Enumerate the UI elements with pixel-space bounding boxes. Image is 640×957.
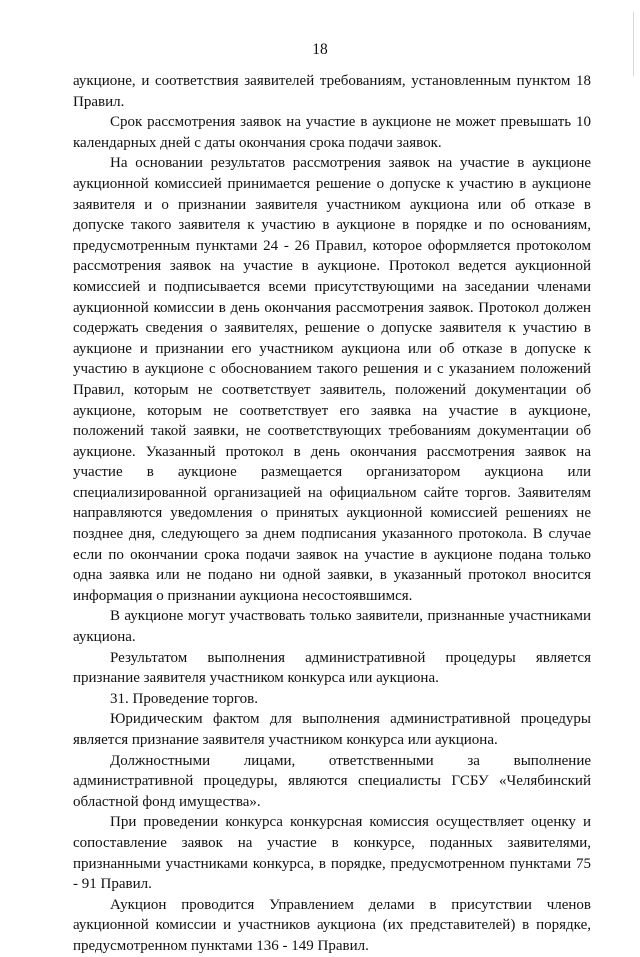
paragraph-auction-conduct: Аукцион проводится Управлением делами в присутствии членов аукционной комиссии и участников аукциона (их представителей) в порядке, предусмотренном пунктами 136 - 149 Правил.: [73, 896, 591, 954]
paragraph-tender-evaluation: При проведении конкурса конкурсная комиссия осуществляет оценку и сопоставление заявок на участие в конкурсе, поданных заявителями, признанными участниками конкурса, в порядке, предусмотренном пунктами 75 - 91 Правил.: [73, 814, 591, 893]
document-body: [73, 71, 591, 957]
paragraph-legal-fact: Юридическим фактом для выполнения административной процедуры является признание заявителя участником конкурса или аукциона.: [73, 711, 591, 748]
page-number: 18: [312, 41, 328, 58]
paragraph-section-heading: 31. Проведение торгов.: [110, 690, 259, 707]
paragraph-review-period: Срок рассмотрения заявок на участие в аукционе не может превышать 10 календарных дней с даты окончания срока подачи заявок.: [73, 114, 591, 151]
paragraph-procedure-result: Результатом выполнения административной процедуры является признание заявителя участником конкурса или аукциона.: [73, 649, 591, 687]
paragraph-continuation: аукционе, и соответствия заявителей требованиям, установленным пунктом 18 Правил.: [73, 73, 591, 110]
paragraph-participants: В аукционе могут участвовать только заявители, признанные участниками аукциона.: [73, 608, 591, 646]
paragraph-responsible-officials: Должностными лицами, ответственными за выполнение административной процедуры, являются специалисты ГСБУ «Челябинский областной фонд имущества».: [73, 752, 591, 810]
paragraph-review-results: На основании результатов рассмотрения заявок на участие в аукционе аукционной комиссией принимается решение о допуске к участию в аукционе заявителя и о признании заявителя участником аукциона или об отказе в допуске такого заявителя к участию в аукционе в порядке и по основаниям, предусмотренным пунктами 24 - 26 Правил, которое оформляется протоколом рассмотрения заявок на участие в аукционе. Протокол ведется аукционной комиссией и подписывается всеми присутствующими на заседании членами аукционной комиссии в день окончания рассмотрения заявок. Протокол должен содержать сведения о заявителях, решение о допуске заявителя к участию в аукционе и признании его участником аукциона или об отказе в допуске к участию в аукционе с обоснованием такого решения и с указанием положений Правил, которым не соответствует заявитель, положений документации об аукционе, которым не соответствует его заявка на участие в аукционе, положений такой заявки, не соответствующих требованиям документации об аукционе. Указанный протокол в день окончания рассмотрения заявок на участие в аукционе размещается организатором аукциона или специализированной организацией на официальном сайте торгов. Заявителям направляются уведомления о принятых аукционной комиссией решениях не позднее дня, следующего за днем подписания указанного протокола. В случае если по окончании срока подачи заявок на участие в аукционе подана только одна заявка или не подано ни одной заявки, в указанный протокол вносится информация о признании аукциона несостоявшимся.: [73, 155, 591, 604]
